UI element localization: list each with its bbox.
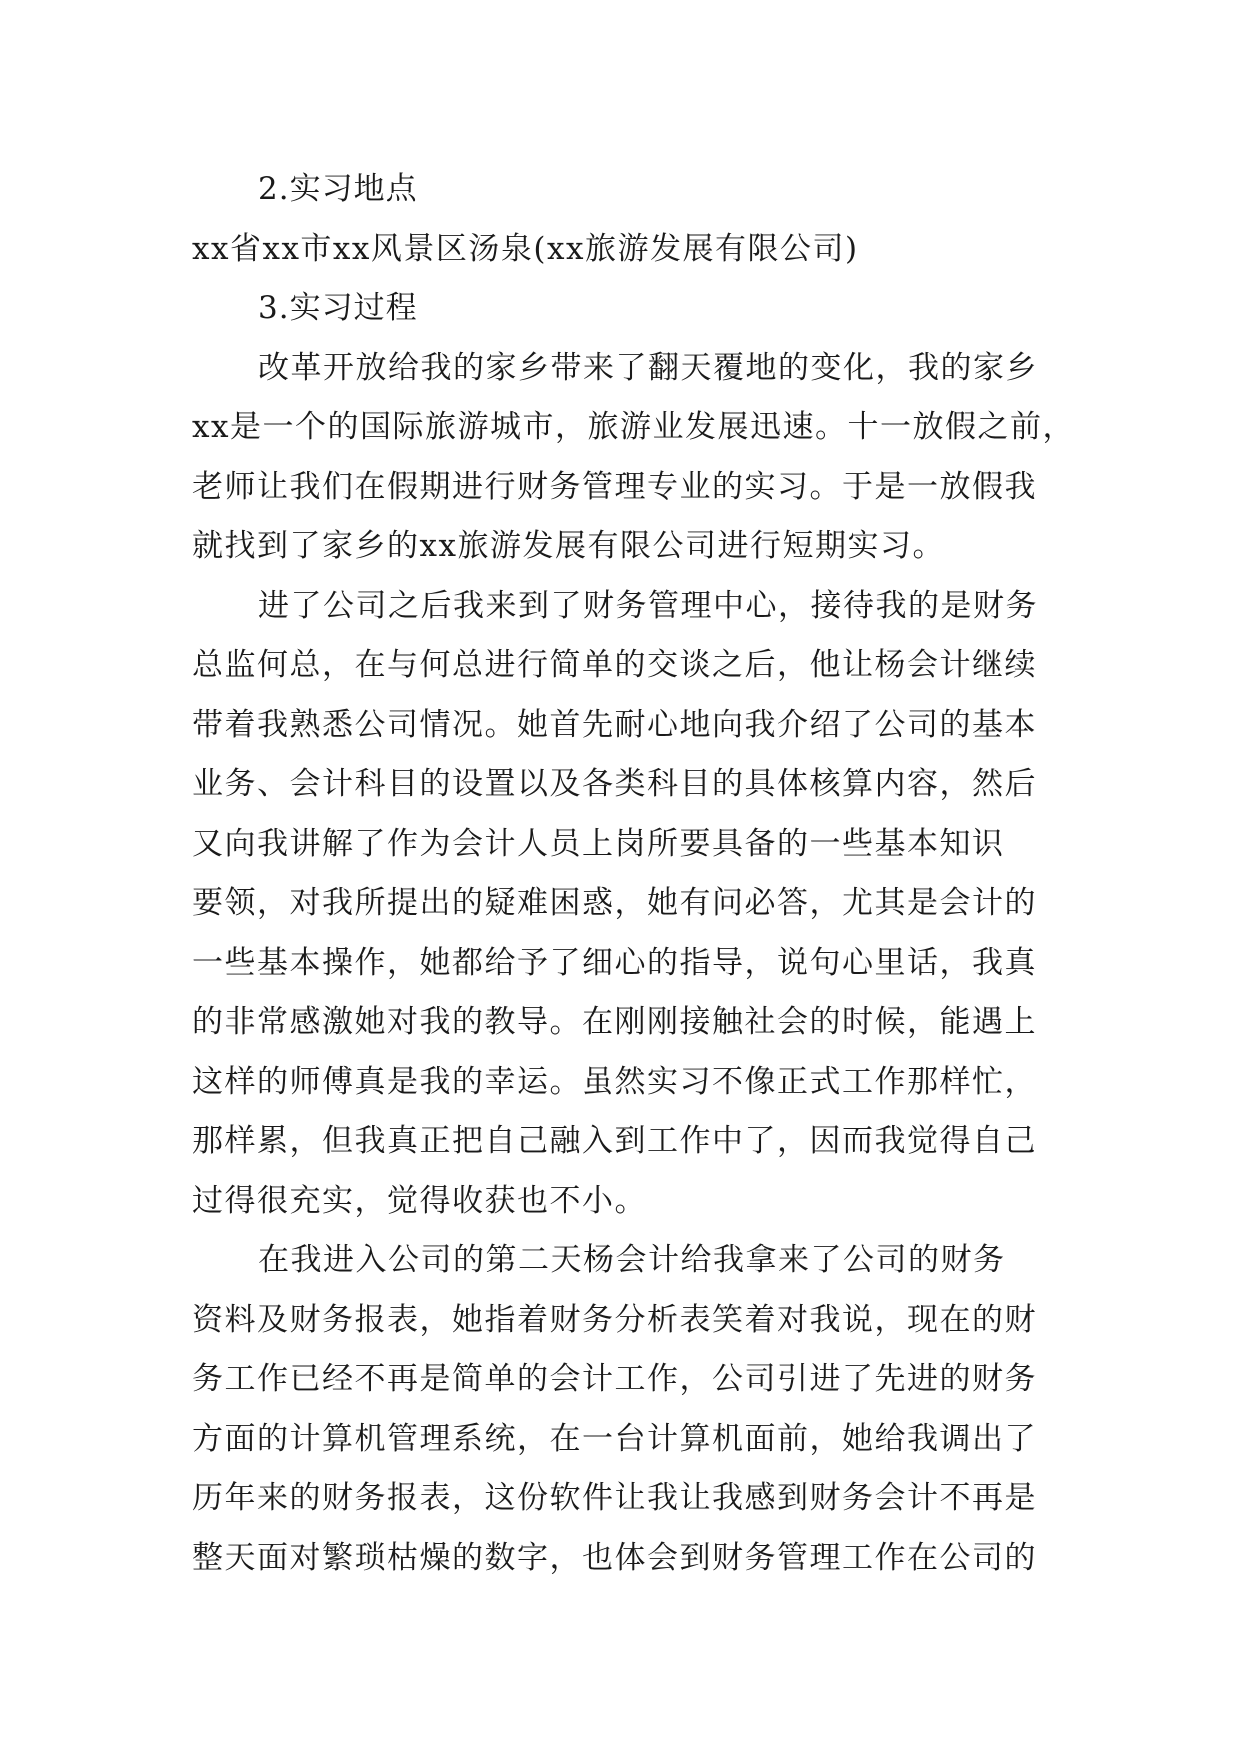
paragraph-line: 的非常感激她对我的教导。在刚刚接触社会的时候，能遇上 xyxy=(192,1004,1037,1040)
paragraph-line: 就找到了家乡的xx旅游发展有限公司进行短期实习。 xyxy=(192,528,945,564)
paragraph-line: 资料及财务报表，她指着财务分析表笑着对我说，现在的财 xyxy=(192,1301,1037,1338)
paragraph-line: 进了公司之后我来到了财务管理中心，接待我的是财务 xyxy=(258,587,1038,624)
paragraph-line: 改革开放给我的家乡带来了翻天覆地的变化，我的家乡 xyxy=(258,349,1038,386)
paragraph-line: 整天面对繁琐枯燥的数字，也体会到财务管理工作在公司的 xyxy=(192,1539,1037,1576)
paragraph-line: 在我进入公司的第二天杨会计给我拿来了公司的财务 xyxy=(258,1242,1006,1278)
paragraph-line: 方面的计算机管理系统，在一台计算机面前，她给我调出了 xyxy=(192,1420,1037,1457)
paragraph-line: 历年来的财务报表，这份软件让我让我感到财务会计不再是 xyxy=(192,1480,1037,1516)
section-heading-location: 2.实习地点 xyxy=(258,171,418,207)
paragraph-line: 业务、会计科目的设置以及各类科目的具体核算内容，然后 xyxy=(192,766,1037,802)
paragraph-line: 这样的师傅真是我的幸运。虽然实习不像正式工作那样忙， xyxy=(192,1063,1037,1100)
paragraph-line: 要领，对我所提出的疑难困惑，她有问必答，尤其是会计的 xyxy=(192,885,1037,921)
paragraph-line: 老师让我们在假期进行财务管理专业的实习。于是一放假我 xyxy=(192,468,1037,505)
location-text: xx省xx市xx风景区汤泉(xx旅游发展有限公司) xyxy=(192,230,859,267)
paragraph-3 xyxy=(192,1231,1072,1588)
section-heading-process: 3.实习过程 xyxy=(258,290,418,326)
paragraph-line: 那样累，但我真正把自己融入到工作中了，因而我觉得自己 xyxy=(192,1123,1037,1159)
paragraph-line: 一些基本操作，她都给予了细心的指导，说句心里话，我真 xyxy=(192,944,1037,981)
paragraph-2 xyxy=(192,577,1072,1232)
paragraph-line: 又向我讲解了作为会计人员上岗所要具备的一些基本知识 xyxy=(192,825,1005,862)
paragraph-line: xx是一个的国际旅游城市，旅游业发展迅速。十一放假之前， xyxy=(192,409,1075,445)
paragraph-line: 过得很充实，觉得收获也不小。 xyxy=(192,1182,647,1219)
paragraph-1 xyxy=(192,339,1075,577)
document-body xyxy=(192,160,1075,1588)
paragraph-line: 务工作已经不再是简单的会计工作，公司引进了先进的财务 xyxy=(192,1361,1037,1397)
paragraph-line: 总监何总，在与何总进行简单的交谈之后，他让杨会计继续 xyxy=(192,647,1037,683)
paragraph-line: 带着我熟悉公司情况。她首先耐心地向我介绍了公司的基本 xyxy=(192,706,1037,743)
